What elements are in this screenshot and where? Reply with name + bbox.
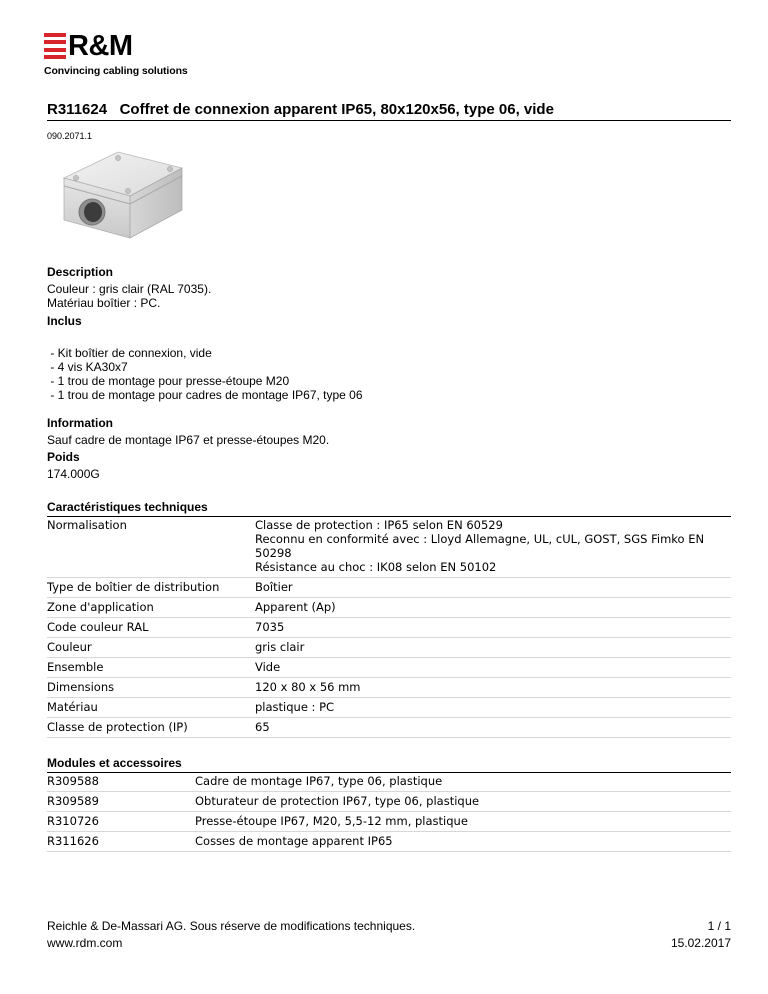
accessory-row — [47, 792, 731, 812]
accessory-row — [47, 812, 731, 832]
footer-page: 1 / 1 — [707, 919, 731, 933]
spec-value — [255, 516, 731, 578]
accessory-desc: Cosses de montage apparent IP65 — [195, 832, 731, 852]
brand-tagline: Convincing cabling solutions — [44, 65, 188, 77]
spec-row — [47, 618, 731, 638]
description-heading: Description — [47, 265, 114, 279]
spec-key: Matériau — [47, 698, 255, 718]
spec-value — [255, 698, 731, 718]
spec-row — [47, 698, 731, 718]
list-item: - 1 trou de montage pour presse-étoupe M20 — [47, 374, 290, 388]
footer-date: 15.02.2017 — [670, 936, 731, 950]
title-ref: R311624 — [47, 101, 108, 118]
spec-value — [255, 638, 731, 658]
spec-value — [255, 678, 731, 698]
title-text: Coffret de connexion apparent IP65, 80x120x56, type 06, vide — [119, 101, 554, 118]
specs-table — [47, 516, 731, 738]
spec-row — [47, 578, 731, 598]
spec-value-line: 120 x 80 x 56 mm — [255, 680, 361, 694]
page-title — [47, 101, 731, 121]
accessories-table — [47, 772, 731, 852]
spec-value-line: 7035 — [255, 620, 285, 634]
description-section — [47, 265, 211, 328]
spec-value-line: Apparent (Ap) — [255, 600, 336, 614]
article-number: 090.2071.1 — [47, 131, 93, 141]
spec-value-line: Classe de protection : IP65 selon EN 60529 — [255, 518, 503, 532]
spec-key: Couleur — [47, 638, 255, 658]
specs-heading: Caractéristiques techniques — [47, 500, 731, 517]
spec-value-line: Vide — [255, 660, 281, 674]
information-heading: Information — [47, 416, 113, 430]
spec-row — [47, 638, 731, 658]
description-line: Couleur : gris clair (RAL 7035). — [47, 282, 212, 296]
weight-value: 174.000G — [47, 467, 100, 481]
footer-website: www.rdm.com — [47, 936, 123, 950]
spec-value-line: Résistance au choc : IK08 selon EN 50102 — [255, 560, 497, 574]
brand-logo — [44, 30, 188, 77]
description-line: Matériau boîtier : PC. — [47, 296, 161, 310]
spec-value-line: 50298 — [255, 546, 292, 560]
accessory-desc: Cadre de montage IP67, type 06, plastique — [195, 772, 731, 792]
spec-key: Ensemble — [47, 658, 255, 678]
spec-row — [47, 658, 731, 678]
accessory-row — [47, 832, 731, 852]
included-list — [47, 346, 363, 402]
spec-value — [255, 578, 731, 598]
footer-company: Reichle & De-Massari AG. Sous réserve de modifications techniques. — [47, 919, 416, 933]
list-item: - 1 trou de montage pour cadres de montage IP67, type 06 — [47, 388, 363, 402]
list-item: - Kit boîtier de connexion, vide — [47, 346, 212, 360]
accessory-row — [47, 772, 731, 792]
information-section — [47, 416, 329, 481]
accessory-ref: R311626 — [47, 832, 195, 852]
spec-value-line: 65 — [255, 720, 270, 734]
list-item: - 4 vis KA30x7 — [47, 360, 128, 374]
accessory-desc: Obturateur de protection IP67, type 06, plastique — [195, 792, 731, 812]
spec-value — [255, 718, 731, 738]
spec-row — [47, 516, 731, 578]
accessory-ref: R310726 — [47, 812, 195, 832]
accessory-ref: R309588 — [47, 772, 195, 792]
spec-row — [47, 678, 731, 698]
information-text: Sauf cadre de montage IP67 et presse-étoupes M20. — [47, 433, 330, 447]
weight-heading: Poids — [47, 450, 80, 464]
spec-key: Type de boîtier de distribution — [47, 578, 255, 598]
spec-key: Classe de protection (IP) — [47, 718, 255, 738]
spec-key: Zone d'application — [47, 598, 255, 618]
spec-key: Normalisation — [47, 516, 255, 578]
included-heading: Inclus — [47, 314, 82, 328]
spec-value-line: gris clair — [255, 640, 305, 654]
spec-value — [255, 618, 731, 638]
spec-key: Code couleur RAL — [47, 618, 255, 638]
spec-row — [47, 598, 731, 618]
spec-value-line: Reconnu en conformité avec : Lloyd Allemagne, UL, cUL, GOST, SGS Fimko EN — [255, 532, 705, 546]
accessory-ref: R309589 — [47, 792, 195, 812]
logo-bars-icon — [44, 33, 66, 59]
accessory-desc: Presse-étoupe IP67, M20, 5,5-12 mm, plastique — [195, 812, 731, 832]
spec-value-line: Boîtier — [255, 580, 293, 594]
spec-value-line: plastique : PC — [255, 700, 335, 714]
spec-value — [255, 598, 731, 618]
spec-row — [47, 718, 731, 738]
spec-key: Dimensions — [47, 678, 255, 698]
junction-box-image — [60, 150, 185, 245]
brand-name: R&M — [68, 30, 133, 62]
spec-value — [255, 658, 731, 678]
accessories-heading: Modules et accessoires — [47, 756, 731, 773]
